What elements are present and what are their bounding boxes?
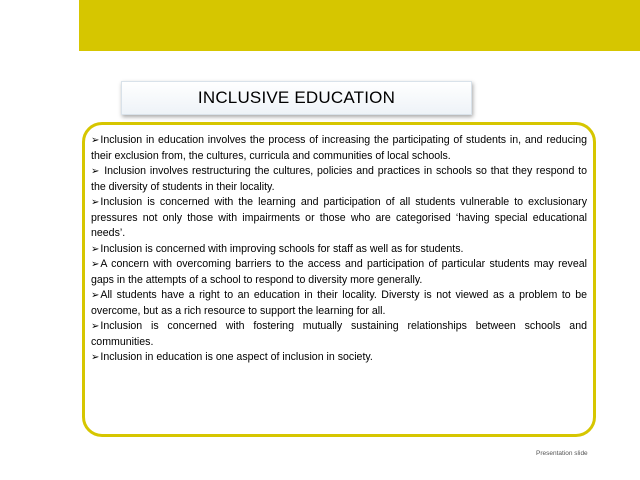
bullet-item bbox=[91, 350, 587, 366]
top-accent-band bbox=[79, 0, 640, 51]
arrow-bullet-icon: ➢ bbox=[91, 321, 100, 332]
bullet-item bbox=[91, 195, 587, 242]
arrow-bullet-icon: ➢ bbox=[91, 352, 100, 363]
footer-label: Presentation slide bbox=[536, 450, 588, 457]
arrow-bullet-icon: ➢ bbox=[91, 197, 100, 208]
bullet-list bbox=[91, 133, 587, 366]
title-box bbox=[121, 81, 472, 115]
arrow-bullet-icon: ➢ bbox=[91, 166, 100, 177]
bullet-text: Inclusion is concerned with fostering mutually sustaining relationships between schools and communities. bbox=[91, 320, 587, 348]
bullet-item bbox=[91, 257, 587, 288]
bullet-text: All students have a right to an education in their locality. Diversty is not viewed as a problem to be overcome, but as a rich resource to support the learning for all. bbox=[91, 289, 587, 317]
slide-title: INCLUSIVE EDUCATION bbox=[197, 88, 396, 107]
bullet-item bbox=[91, 288, 587, 319]
arrow-bullet-icon: ➢ bbox=[91, 259, 100, 270]
arrow-bullet-icon: ➢ bbox=[91, 243, 100, 255]
bullet-item bbox=[91, 242, 587, 258]
bullet-item bbox=[91, 133, 587, 164]
bullet-text: Inclusion is concerned with improving schools for staff as well as for students. bbox=[100, 242, 464, 255]
bullet-text: Inclusion in education involves the process of increasing the participating of students in, and reducing their exclusion from, the cultures, curricula and communities of local schools. bbox=[91, 134, 587, 162]
bullet-text: A concern with overcoming barriers to the access and participation of particular students may reveal gaps in the attempts of a school to respond to diversity more generally. bbox=[91, 258, 587, 286]
bullet-text: Inclusion in education is one aspect of inclusion in society. bbox=[100, 351, 373, 363]
bullet-text: Inclusion involves restructuring the cultures, policies and practices in schools so that they respond to the diversity of students in their locality. bbox=[91, 165, 587, 193]
bullet-text: Inclusion is concerned with the learning and participation of all students vulnerable to exclusionary pressures not only those with impairments or those who are categorised ‘having special educational needs’. bbox=[91, 196, 587, 239]
arrow-bullet-icon: ➢ bbox=[91, 290, 100, 301]
bullet-item bbox=[91, 319, 587, 350]
arrow-bullet-icon: ➢ bbox=[91, 135, 100, 146]
bullet-item bbox=[91, 164, 587, 195]
